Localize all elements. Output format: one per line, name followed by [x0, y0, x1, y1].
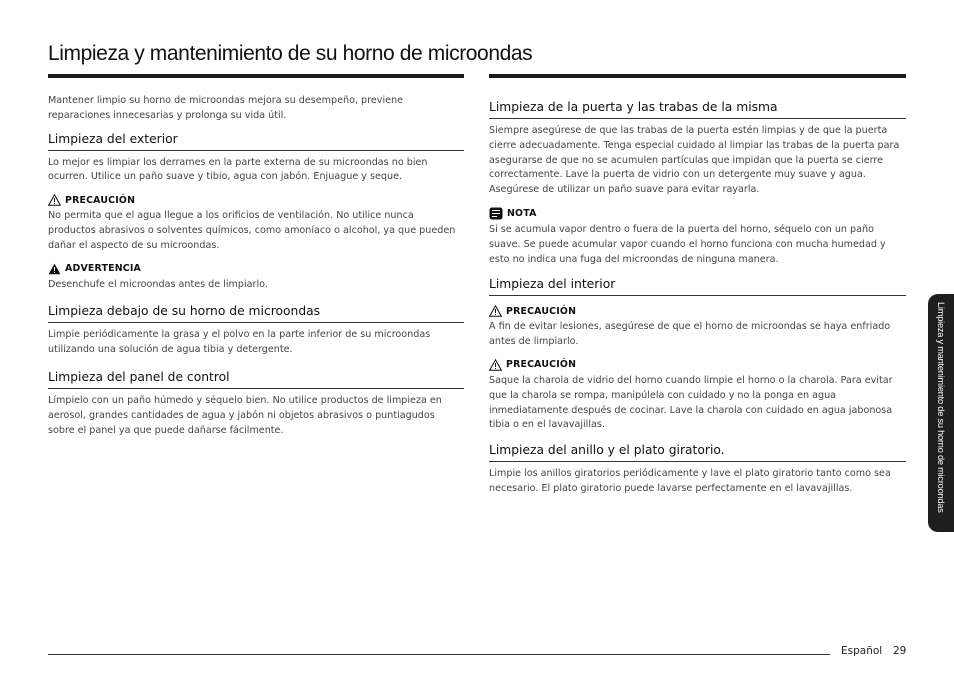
section-heading: Limpieza debajo de su horno de microondas — [48, 304, 464, 323]
warning-outline-icon — [489, 359, 502, 371]
section-turntable — [489, 443, 906, 497]
caution-text: Saque la charola de vidrio del horno cuando limpie el horno o la charola. Para evitar que la charola se rompa, manipúlela con cuidado y no la ponga en agua inmediatamente después de cocinar. Lave la charola con cuidado en agua jabonosa tibia o en el lavavajillas. — [489, 374, 893, 431]
warning-filled-icon — [48, 263, 61, 275]
caution-text: A fin de evitar lesiones, asegúrese de que el horno de microondas se haya enfriado antes de limpiarlo. — [489, 321, 891, 348]
warning-outline-icon — [48, 194, 61, 206]
intro-text: Mantener limpio su horno de microondas mejora su desempeño, previene reparaciones innecesarias y prolonga su vida útil. — [48, 95, 403, 121]
section-text: Siempre asegúrese de que las trabas de la puerta estén limpias y de que la puerta cierre adecuadamente. Tenga especial cuidado al limpiar las trabas de la puerta para asegurarse de que no se acumulen partículas que impidan que la puerta se cierre correctamente. Lave la puerta de vidrio con un detergente muy suave y agua. Asegúrese de utilizar un paño suave para evitar rayarla. — [489, 125, 900, 196]
caution-callout — [48, 194, 464, 206]
section-heading: Limpieza del panel de control — [48, 370, 464, 389]
chapter-side-tab-label: Limpieza y mantenimiento de su horno de microondas — [936, 302, 946, 513]
section-control-panel — [48, 370, 464, 438]
section-text: Lo mejor es limpiar los derrames en la parte externa de su microondas no bien ocurren. Utilice un paño suave y tibio, agua con jabón. Enjuague y seque. — [48, 156, 428, 183]
note-label: NOTA — [507, 207, 537, 219]
caution-callout — [489, 359, 906, 371]
section-heading: Limpieza del exterior — [48, 132, 464, 151]
page-number: 29 — [893, 645, 907, 657]
chapter-side-tab — [928, 294, 954, 532]
section-interior — [489, 277, 906, 433]
caution-label: PRECAUCIÓN — [506, 359, 577, 371]
left-column — [48, 94, 464, 446]
section-heading: Limpieza del interior — [489, 277, 906, 296]
section-text: Limpie periódicamente la grasa y el polvo en la parte inferior de su microondas utilizando una solución de agua tibia y detergente. — [48, 329, 431, 356]
note-text: Si se acumula vapor dentro o fuera de la puerta del horno, séquelo con un paño suave. Se puede acumular vapor cuando el horno funciona con mucha humedad y esto no indica una fuga del microondas de ninguna manera. — [489, 223, 886, 265]
note-icon — [489, 207, 503, 220]
caution-callout — [489, 305, 906, 317]
caution-text: No permita que el agua llegue a los orificios de ventilación. No utilice nunca productos abrasivos o solventes químicos, como amoníaco o alcohol, ya que pueden dañar el aspecto de su microondas. — [48, 210, 456, 251]
caution-label: PRECAUCIÓN — [65, 194, 136, 206]
section-heading: Limpieza del anillo y el plato giratorio. — [489, 443, 906, 462]
warning-outline-icon — [489, 305, 502, 317]
footer-language: Español — [841, 645, 883, 657]
warning-label: ADVERTENCIA — [65, 263, 141, 275]
section-text: Limpie los anillos giratorios periódicamente y lave el plato giratorio tanto como sea necesario. El plato giratorio puede lavarse perfectamente en el lavavajillas. — [489, 468, 891, 494]
warning-text: Desenchufe el microondas antes de limpiarlo. — [48, 278, 268, 290]
section-heading: Limpieza de la puerta y las trabas de la misma — [489, 100, 906, 119]
page-title: Limpieza y mantenimiento de su horno de microondas — [48, 42, 533, 65]
section-door — [489, 100, 906, 267]
section-text: Límpielo con un paño húmedo y séquelo bien. No utilice productos de limpieza en aerosol, grandes cantidades de agua y jabón ni objetos abrasivos o puntiagudos sobre el panel ya que puede dañarse fácilmente. — [48, 394, 442, 436]
caution-label: PRECAUCIÓN — [506, 305, 577, 317]
right-column — [489, 100, 906, 505]
section-exterior — [48, 132, 464, 293]
title-rule-left — [48, 74, 464, 78]
title-rule-right — [489, 74, 906, 78]
note-callout — [489, 207, 906, 220]
section-underneath — [48, 304, 464, 358]
warning-callout — [48, 263, 464, 275]
footer-rule — [48, 654, 830, 655]
